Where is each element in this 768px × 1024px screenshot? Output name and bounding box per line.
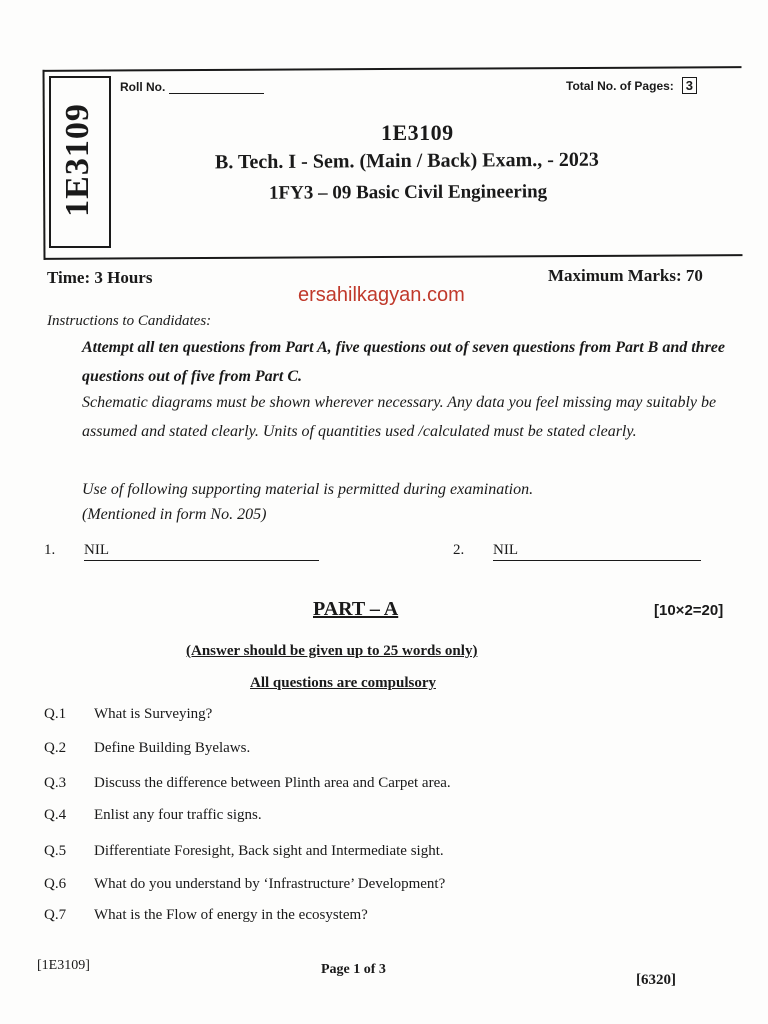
material-number: 1. <box>44 542 56 558</box>
side-paper-code: 1E3109 <box>59 103 96 217</box>
exam-time: Time: 3 Hours <box>47 268 153 287</box>
question-text: What is Surveying? <box>94 706 213 722</box>
total-pages-value: 3 <box>682 77 697 94</box>
roll-number-field <box>120 80 264 94</box>
instruction-form: (Mentioned in form No. 205) <box>82 506 267 523</box>
watermark-text: ersahilkagyan.com <box>298 284 465 306</box>
instruction-diagrams: Schematic diagrams must be shown wherever necessary. Any data you feel missing may suitably be assumed and stated clearly. Units of quantities used /calculated must be stated clearly. <box>82 394 717 440</box>
subject-title: 1FY3 – 09 Basic Civil Engineering <box>268 181 548 204</box>
question-item <box>44 706 212 723</box>
material-value: NIL <box>493 542 701 561</box>
question-item <box>44 876 445 893</box>
material-item <box>44 542 319 561</box>
material-value: NIL <box>84 542 319 561</box>
material-item <box>453 542 701 561</box>
question-item <box>44 907 368 924</box>
footer-serial-number: [6320] <box>636 972 676 988</box>
question-text: What do you understand by ‘Infrastructure’ Development? <box>94 876 446 892</box>
question-number: Q.4 <box>44 807 67 823</box>
exam-title: B. Tech. I - Sem. (Main / Back) Exam., - 2023 <box>214 148 599 174</box>
question-text: Differentiate Foresight, Back sight and Intermediate sight. <box>94 843 444 859</box>
question-text: What is the Flow of energy in the ecosystem? <box>94 907 368 923</box>
question-text: Enlist any four traffic signs. <box>94 807 262 823</box>
footer-page-number: Page 1 of 3 <box>321 962 386 977</box>
total-pages <box>566 77 697 94</box>
roll-blank-line <box>169 93 264 94</box>
maximum-marks: Maximum Marks: 70 <box>548 266 703 285</box>
part-a-compulsory-note: All questions are compulsory <box>250 675 436 691</box>
part-a-marks: [10×2=20] <box>654 602 724 619</box>
instructions-heading: Instructions to Candidates: <box>47 313 212 329</box>
question-number: Q.7 <box>44 907 67 923</box>
question-number: Q.6 <box>44 876 67 892</box>
footer-paper-code: [1E3109] <box>37 958 90 973</box>
instruction-material: Use of following supporting material is permitted during examination. <box>82 481 534 498</box>
question-number: Q.2 <box>44 740 67 756</box>
total-pages-label: Total No. of Pages: <box>566 79 674 93</box>
question-item <box>44 740 250 757</box>
paper-code: 1E3109 <box>381 120 454 145</box>
question-number: Q.3 <box>44 775 67 791</box>
question-number: Q.5 <box>44 843 67 859</box>
question-text: Discuss the difference between Plinth area and Carpet area. <box>94 775 451 791</box>
question-item <box>44 775 451 792</box>
question-text: Define Building Byelaws. <box>94 740 251 756</box>
question-item <box>44 807 262 824</box>
question-item <box>44 843 444 860</box>
roll-label: Roll No. <box>120 80 166 94</box>
material-number: 2. <box>453 542 465 558</box>
part-a-word-limit: (Answer should be given up to 25 words only) <box>186 643 478 659</box>
question-number: Q.1 <box>44 706 67 722</box>
part-a-title: PART – A <box>313 598 399 620</box>
instruction-attempt: Attempt all ten questions from Part A, five questions out of seven questions from Part B and three questions out of five from Part C. <box>82 339 726 385</box>
